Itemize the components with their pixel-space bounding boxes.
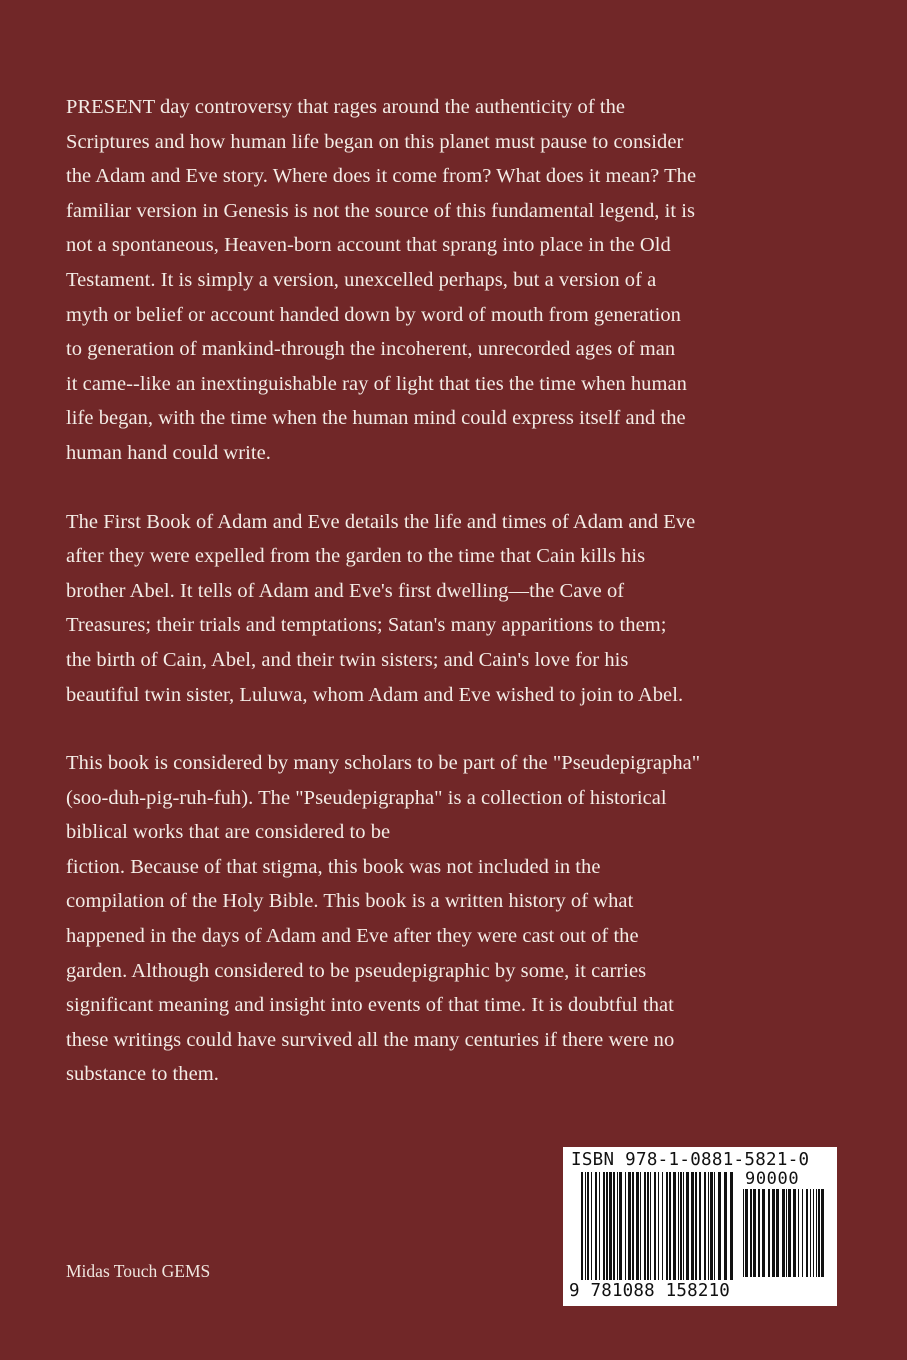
barcode-bar [710, 1172, 713, 1280]
text-line: familiar version in Genesis is not the source of this fundamental legend, it is [66, 199, 696, 222]
barcode-bar [753, 1189, 756, 1277]
barcode-bar [669, 1172, 671, 1280]
barcode-bar [603, 1172, 605, 1280]
barcode-bar [650, 1172, 651, 1280]
paragraph-1 [66, 90, 856, 471]
barcode-bar [625, 1172, 626, 1280]
text-line: happened in the days of Adam and Eve after they were cast out of the [66, 925, 639, 948]
barcode-bar [813, 1189, 814, 1277]
barcode-bar [613, 1172, 615, 1280]
text-line: not a spontaneous, Heaven-born account that sprang into place in the Old [66, 234, 671, 257]
barcode-bar [695, 1172, 697, 1280]
text-line: to generation of mankind-through the incoherent, unrecorded ages of man [66, 338, 676, 361]
text-line: it came--like an inextinguishable ray of light that ties the time when human [66, 372, 687, 395]
text-line: myth or belief or account handed down by word of mouth from generation [66, 303, 681, 326]
barcode-bar [647, 1172, 649, 1280]
barcode-bar [788, 1189, 791, 1277]
text-line: significant meaning and insight into events of that time. It is doubtful that [66, 994, 674, 1017]
text-line: Treasures; their trials and temptations; Satan's many apparitions to them; [66, 614, 667, 637]
paragraph-2 [66, 505, 856, 713]
barcode-bar [786, 1189, 787, 1277]
text-line: PRESENT day controversy that rages around the authenticity of the [66, 96, 626, 118]
barcode-bar [724, 1172, 727, 1280]
barcode-bar [821, 1189, 824, 1277]
barcode-bar [673, 1172, 676, 1280]
barcode-bar [636, 1172, 639, 1280]
barcode-bar [632, 1172, 634, 1280]
text-line: The First Book of Adam and Eve details the life and times of Adam and Eve [66, 510, 696, 533]
barcode-bar [678, 1172, 679, 1280]
barcode-bar [816, 1189, 817, 1277]
isbn-barcode [563, 1147, 837, 1306]
text-line: human hand could write. [66, 441, 271, 464]
barcode-bar [772, 1189, 775, 1277]
barcode-bar [683, 1172, 684, 1280]
text-line: the birth of Cain, Abel, and their twin sisters; and Cain's love for his [66, 648, 629, 671]
barcode-bar [776, 1189, 779, 1277]
barcode-bar [666, 1172, 668, 1280]
barcode-bar [730, 1172, 733, 1280]
barcode-bar [585, 1172, 586, 1280]
ean-number: 9 781088 158210 [569, 1281, 731, 1301]
barcode-bar [587, 1172, 589, 1280]
blurb-text [66, 90, 856, 1126]
barcode-bar [680, 1172, 682, 1280]
text-line: Scriptures and how human life began on this planet must pause to consider [66, 130, 684, 153]
text-line: compilation of the Holy Bible. This book is a written history of what [66, 890, 634, 913]
barcode-bar [619, 1172, 622, 1280]
barcode-bar [658, 1172, 659, 1280]
text-line: life began, with the time when the human mind could express itself and the [66, 407, 686, 430]
text-line: This book is considered by many scholars to be part of the "Pseudepigrapha" [66, 752, 701, 775]
barcode-bar [581, 1172, 583, 1280]
text-line: brother Abel. It tells of Adam and Eve's first dwelling—the Cave of [66, 579, 625, 602]
text-line: Testament. It is simply a version, unexcelled perhaps, but a version of a [66, 268, 657, 291]
isbn-label: ISBN 978-1-0881-5821-0 [571, 1150, 810, 1170]
barcode-bar [818, 1189, 820, 1277]
barcode-bar [750, 1189, 752, 1277]
barcode-bar [714, 1172, 715, 1280]
text-line: these writings could have survived all the many centuries if there were no [66, 1028, 675, 1051]
barcode-bar [704, 1172, 706, 1280]
barcode-bar [758, 1189, 760, 1277]
barcode-bar [768, 1189, 770, 1277]
text-line: beautiful twin sister, Luluwa, whom Adam and Eve wished to join to Abel. [66, 683, 684, 706]
text-line: garden. Although considered to be pseudepigraphic by some, it carries [66, 959, 647, 982]
paragraph-3 [66, 746, 856, 1092]
barcode-bar [628, 1172, 631, 1280]
text-line: the Adam and Eve story. Where does it come from? What does it mean? The [66, 165, 697, 188]
publisher-name: Midas Touch GEMS [66, 1261, 211, 1281]
ean-barcode-bars [581, 1172, 737, 1280]
barcode-bar [810, 1189, 811, 1277]
barcode-bar [762, 1189, 765, 1277]
barcode-bar [802, 1189, 803, 1277]
barcode-bar [606, 1172, 608, 1280]
barcode-bar [806, 1189, 808, 1277]
barcode-bar [708, 1172, 709, 1280]
barcode-bar [743, 1189, 744, 1277]
barcode-bar [595, 1172, 597, 1280]
barcode-bar [798, 1189, 799, 1277]
barcode-bar [591, 1172, 592, 1280]
barcode-bar [617, 1172, 618, 1280]
text-line: after they were expelled from the garden to the time that Cain kills his [66, 545, 646, 568]
barcode-bar [599, 1172, 600, 1280]
text-line: fiction. Because of that stigma, this book was not included in the [66, 855, 601, 878]
text-line: substance to them. [66, 1063, 219, 1086]
barcode-bar [699, 1172, 701, 1280]
addon-barcode-bars [743, 1189, 829, 1277]
barcode-bar [644, 1172, 646, 1280]
barcode-bar [745, 1189, 748, 1277]
barcode-bar [782, 1189, 785, 1277]
barcode-bar [640, 1172, 641, 1280]
barcode-bar [691, 1172, 694, 1280]
barcode-bar [609, 1172, 612, 1280]
barcode-bar [686, 1172, 689, 1280]
barcode-bar [662, 1172, 663, 1280]
barcode-bar [718, 1172, 721, 1280]
barcode-bar [793, 1189, 796, 1277]
barcode-bar [654, 1172, 656, 1280]
price-addon-code: 90000 [745, 1169, 800, 1189]
text-line: biblical works that are considered to be [66, 821, 391, 844]
text-line: (soo-duh-pig-ruh-fuh). The "Pseudepigrapha" is a collection of historical [66, 786, 667, 809]
